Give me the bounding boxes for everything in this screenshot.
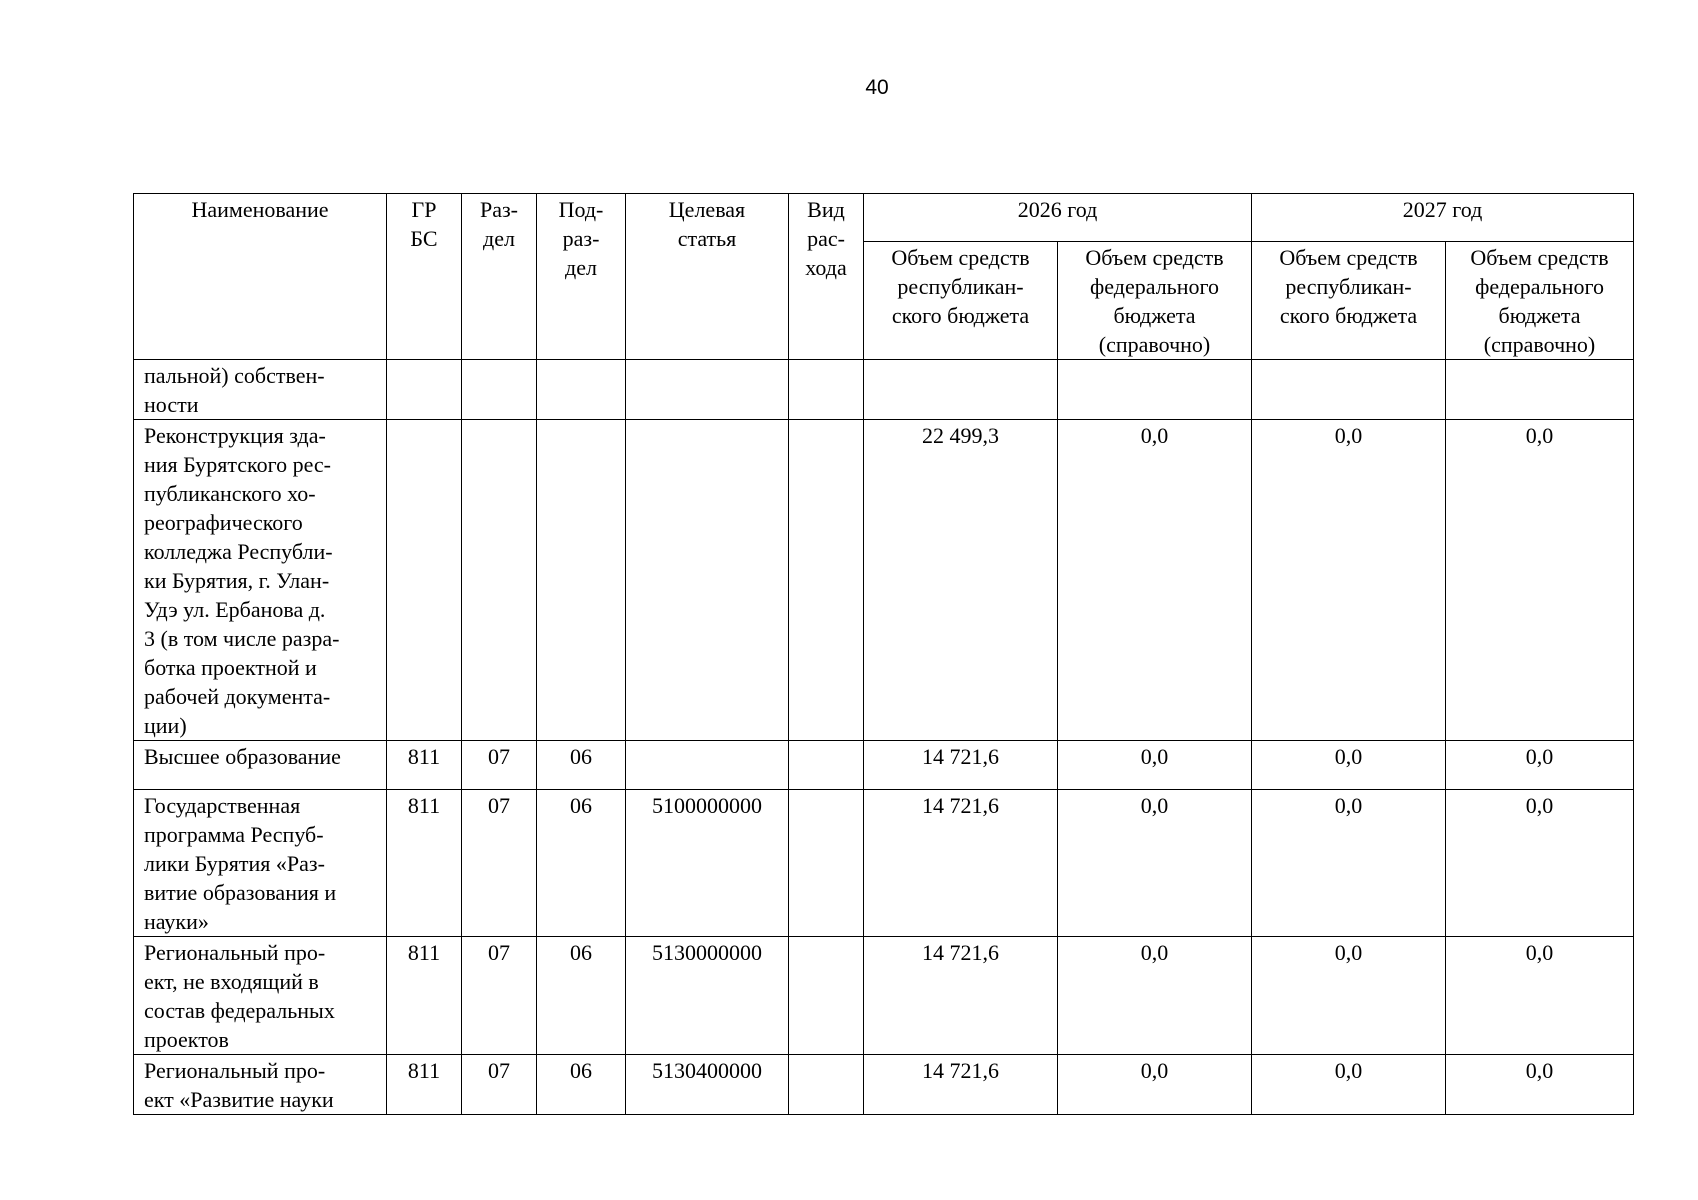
header-federal-budget-2027: Объем средств федерального бюджета (справочно) [1446, 242, 1634, 360]
cell-podrazdel [537, 360, 626, 420]
cell-target-article [626, 360, 789, 420]
header-year-2026: 2026 год [864, 194, 1252, 242]
cell-republic-2026: 22 499,3 [864, 420, 1058, 741]
cell-expense-type [789, 790, 864, 937]
cell-republic-2027: 0,0 [1252, 790, 1446, 937]
cell-federal-2026 [1058, 360, 1252, 420]
cell-grbs: 811 [387, 1055, 462, 1115]
cell-federal-2026: 0,0 [1058, 790, 1252, 937]
cell-republic-2026 [864, 360, 1058, 420]
cell-republic-2026: 14 721,6 [864, 790, 1058, 937]
cell-federal-2026: 0,0 [1058, 937, 1252, 1055]
header-target-article: Целевая статья [626, 194, 789, 360]
cell-expense-type [789, 741, 864, 790]
cell-razdel [462, 360, 537, 420]
cell-name: Региональный про- ект, не входящий в состав федеральных проектов [134, 937, 387, 1055]
cell-razdel: 07 [462, 937, 537, 1055]
table-row [134, 741, 1634, 790]
table-row [134, 1055, 1634, 1115]
cell-republic-2027: 0,0 [1252, 420, 1446, 741]
cell-target-article: 5130400000 [626, 1055, 789, 1115]
cell-federal-2027: 0,0 [1446, 1055, 1634, 1115]
cell-expense-type [789, 360, 864, 420]
cell-federal-2027: 0,0 [1446, 741, 1634, 790]
header-federal-budget-2026: Объем средств федерального бюджета (справочно) [1058, 242, 1252, 360]
cell-federal-2027: 0,0 [1446, 790, 1634, 937]
cell-republic-2027 [1252, 360, 1446, 420]
cell-federal-2026: 0,0 [1058, 420, 1252, 741]
header-republic-budget-2026: Объем средств республикан- ского бюджета [864, 242, 1058, 360]
cell-grbs [387, 420, 462, 741]
cell-target-article [626, 741, 789, 790]
header-year-2027: 2027 год [1252, 194, 1634, 242]
cell-republic-2026: 14 721,6 [864, 741, 1058, 790]
cell-federal-2027 [1446, 360, 1634, 420]
cell-expense-type [789, 1055, 864, 1115]
cell-name: Государственная программа Респуб- лики Бурятия «Раз- витие образования и науки» [134, 790, 387, 937]
cell-podrazdel [537, 420, 626, 741]
header-podrazdel: Под- раз- дел [537, 194, 626, 360]
cell-target-article: 5130000000 [626, 937, 789, 1055]
cell-expense-type [789, 420, 864, 741]
table-row [134, 790, 1634, 937]
cell-podrazdel: 06 [537, 741, 626, 790]
cell-razdel: 07 [462, 1055, 537, 1115]
cell-federal-2026: 0,0 [1058, 741, 1252, 790]
cell-razdel [462, 420, 537, 741]
header-name: Наименование [134, 194, 387, 360]
cell-federal-2027: 0,0 [1446, 937, 1634, 1055]
cell-republic-2027: 0,0 [1252, 741, 1446, 790]
cell-name: пальной) собствен- ности [134, 360, 387, 420]
cell-republic-2027: 0,0 [1252, 1055, 1446, 1115]
table-row [134, 360, 1634, 420]
cell-expense-type [789, 937, 864, 1055]
cell-grbs: 811 [387, 790, 462, 937]
table-row [134, 420, 1634, 741]
cell-podrazdel: 06 [537, 790, 626, 937]
cell-razdel: 07 [462, 790, 537, 937]
header-expense-type: Вид рас- хода [789, 194, 864, 360]
header-republic-budget-2027: Объем средств республикан- ского бюджета [1252, 242, 1446, 360]
cell-name: Высшее образование [134, 741, 387, 790]
cell-target-article: 5100000000 [626, 790, 789, 937]
table-body [134, 360, 1634, 1115]
header-grbs: ГР БС [387, 194, 462, 360]
page-number: 40 [865, 76, 889, 99]
table-header [134, 194, 1634, 360]
cell-grbs: 811 [387, 937, 462, 1055]
cell-name: Реконструкция зда- ния Бурятского рес- публиканского хо- реографического колледжа Республи- ки Бурятия, г. Улан- Удэ ул. Ербанова д. 3 (в том числе разра- ботка проектной и рабочей документа- ции) [134, 420, 387, 741]
cell-podrazdel: 06 [537, 1055, 626, 1115]
cell-target-article [626, 420, 789, 741]
cell-republic-2026: 14 721,6 [864, 937, 1058, 1055]
cell-federal-2027: 0,0 [1446, 420, 1634, 741]
cell-federal-2026: 0,0 [1058, 1055, 1252, 1115]
cell-razdel: 07 [462, 741, 537, 790]
cell-republic-2026: 14 721,6 [864, 1055, 1058, 1115]
table-row [134, 937, 1634, 1055]
cell-grbs [387, 360, 462, 420]
cell-grbs: 811 [387, 741, 462, 790]
budget-table [133, 193, 1634, 1115]
cell-republic-2027: 0,0 [1252, 937, 1446, 1055]
cell-podrazdel: 06 [537, 937, 626, 1055]
header-razdel: Раз- дел [462, 194, 537, 360]
cell-name: Региональный про- ект «Развитие науки [134, 1055, 387, 1115]
